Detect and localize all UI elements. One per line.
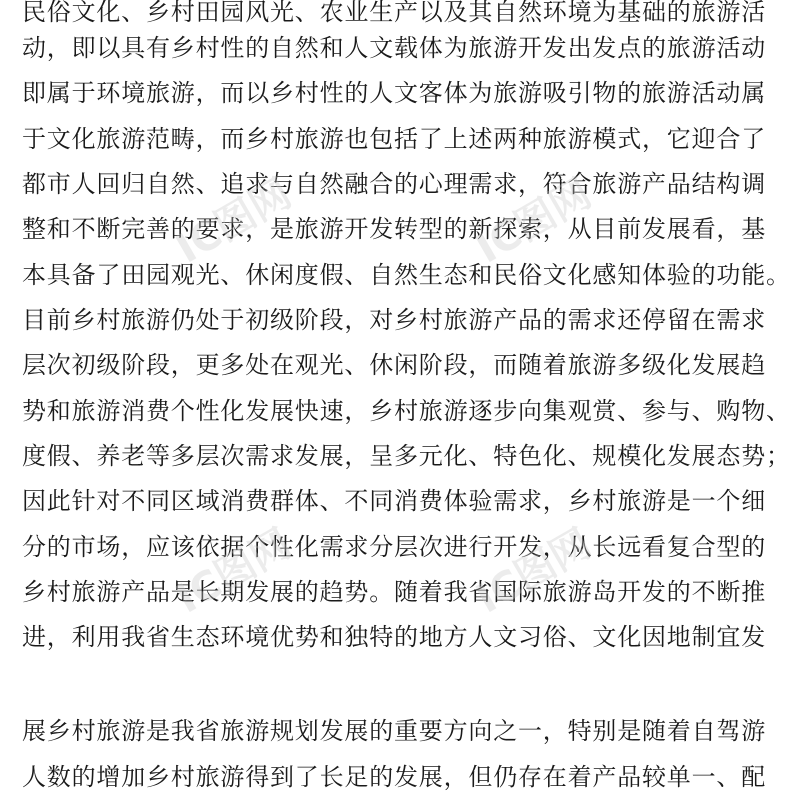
text-line-10: 势和旅游消费个性化发展快速，乡村旅游逐步向集观赏、参与、购物、 <box>22 397 791 425</box>
watermark-logo: IC图网 <box>468 520 600 623</box>
text-line-1: 民俗文化、乡村田园风光、农业生产以及其自然环境为基础的旅游活 <box>22 0 766 26</box>
text-line-14: 乡村旅游产品是长期发展的趋势。随着我省国际旅游岛开发的不断推 <box>22 578 766 606</box>
text-line-5: 都市人回归自然、追求与自然融合的心理需求，符合旅游产品结构调 <box>22 170 766 198</box>
text-line-2: 动，即以具有乡村性的自然和人文载体为旅游开发出发点的旅游活动 <box>22 34 766 62</box>
text-line-6: 整和不断完善的要求，是旅游开发转型的新探索，从目前发展看，基 <box>22 215 766 243</box>
text-line-4: 于文化旅游范畴，而乡村旅游也包括了上述两种旅游模式，它迎合了 <box>22 125 766 153</box>
watermark-logo: IC图网 <box>468 170 600 273</box>
watermark-logo: IC图网 <box>168 170 300 273</box>
text-line-9: 层次初级阶段，更多处在观光、休闲阶段，而随着旅游多级化发展趋 <box>22 351 766 379</box>
text-line-12: 因此针对不同区域消费群体、不同消费体验需求，乡村旅游是一个细 <box>22 487 766 515</box>
watermark-logo: IC图网 <box>168 520 300 623</box>
text-line-17: 人数的增加乡村旅游得到了长足的发展，但仍存在着产品较单一、配 <box>22 763 766 791</box>
text-line-8: 目前乡村旅游仍处于初级阶段，对乡村旅游产品的需求还停留在需求 <box>22 306 766 334</box>
text-line-15: 进，利用我省生态环境优势和独特的地方人文习俗、文化因地制宜发 <box>22 623 766 651</box>
text-line-16: 展乡村旅游是我省旅游规划发展的重要方向之一，特别是随着自驾游 <box>22 717 766 745</box>
text-line-11: 度假、养老等多层次需求发展，呈多元化、特色化、规模化发展态势； <box>22 442 791 470</box>
text-line-3: 即属于环境旅游，而以乡村性的人文客体为旅游吸引物的旅游活动属 <box>22 79 766 107</box>
text-line-7: 本具备了田园观光、休闲度假、自然生态和民俗文化感知体验的功能。 <box>22 261 791 289</box>
text-line-13: 分的市场，应该依据个性化需求分层次进行开发，从长远看复合型的 <box>22 533 766 561</box>
